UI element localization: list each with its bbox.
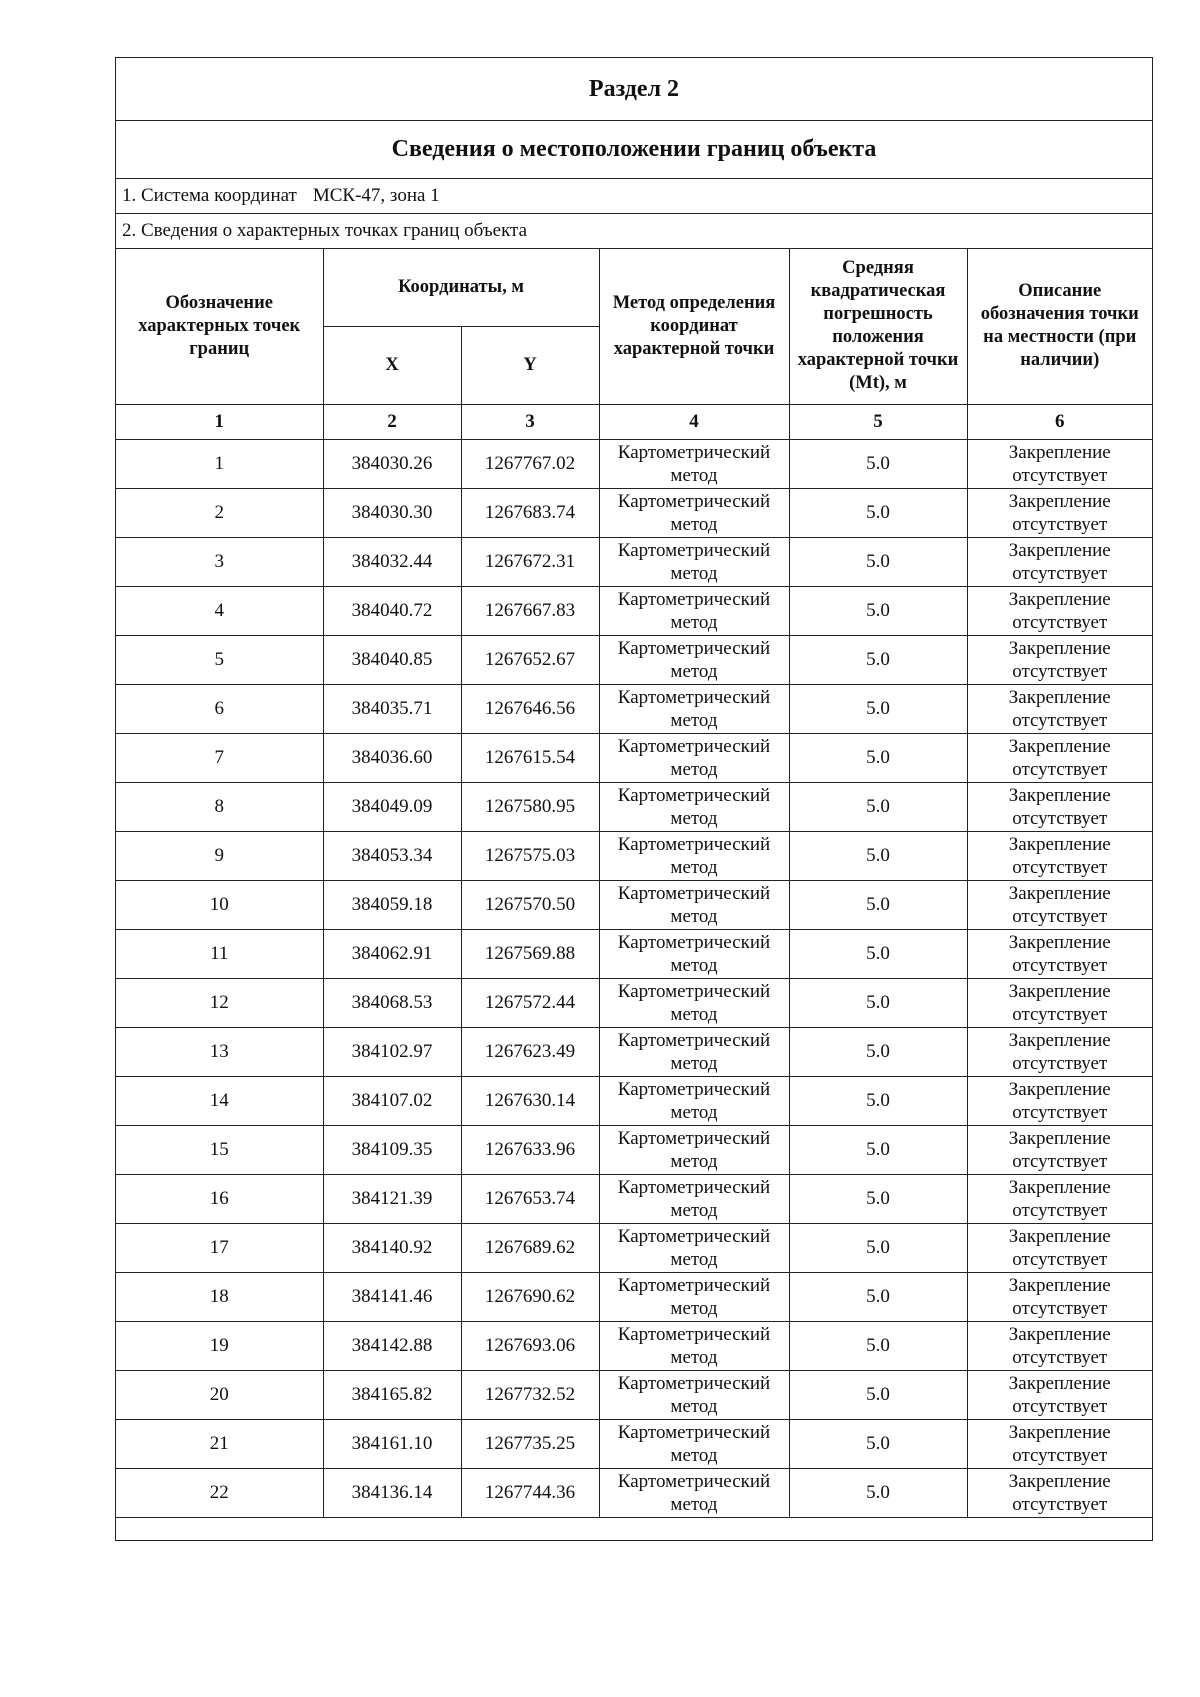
x-coordinate-cell: 384062.91 <box>323 929 461 978</box>
description-cell: Закрепление отсутствует <box>967 978 1152 1027</box>
method-cell: Картометрический метод <box>599 586 789 635</box>
table-row <box>116 1223 1152 1272</box>
x-coordinate-cell: 384040.85 <box>323 635 461 684</box>
description-cell: Закрепление отсутствует <box>967 1174 1152 1223</box>
description-cell: Закрепление отсутствует <box>967 1125 1152 1174</box>
point-number-cell: 12 <box>116 978 323 1027</box>
error-cell: 5.0 <box>789 537 967 586</box>
table-row <box>116 1321 1152 1370</box>
y-coordinate-cell: 1267570.50 <box>461 880 599 929</box>
error-cell: 5.0 <box>789 1125 967 1174</box>
header-coords: Координаты, м <box>323 248 599 326</box>
method-cell: Картометрический метод <box>599 880 789 929</box>
x-coordinate-cell: 384161.10 <box>323 1419 461 1468</box>
y-coordinate-cell: 1267623.49 <box>461 1027 599 1076</box>
description-cell: Закрепление отсутствует <box>967 1370 1152 1419</box>
description-cell: Закрепление отсутствует <box>967 1321 1152 1370</box>
method-cell: Картометрический метод <box>599 782 789 831</box>
description-cell: Закрепление отсутствует <box>967 929 1152 978</box>
x-coordinate-cell: 384136.14 <box>323 1468 461 1517</box>
point-number-cell: 11 <box>116 929 323 978</box>
point-number-cell: 5 <box>116 635 323 684</box>
column-number: 1 <box>116 404 323 439</box>
section-title: Раздел 2 <box>116 58 1152 121</box>
point-number-cell: 1 <box>116 439 323 488</box>
column-number: 6 <box>967 404 1152 439</box>
table-row <box>116 880 1152 929</box>
y-coordinate-cell: 1267689.62 <box>461 1223 599 1272</box>
error-cell: 5.0 <box>789 1174 967 1223</box>
x-coordinate-cell: 384102.97 <box>323 1027 461 1076</box>
point-number-cell: 22 <box>116 1468 323 1517</box>
method-cell: Картометрический метод <box>599 831 789 880</box>
x-coordinate-cell: 384165.82 <box>323 1370 461 1419</box>
x-coordinate-cell: 384030.26 <box>323 439 461 488</box>
point-number-cell: 9 <box>116 831 323 880</box>
x-coordinate-cell: 384141.46 <box>323 1272 461 1321</box>
point-number-cell: 16 <box>116 1174 323 1223</box>
table-row <box>116 488 1152 537</box>
error-cell: 5.0 <box>789 733 967 782</box>
table-row <box>116 1468 1152 1517</box>
x-coordinate-cell: 384049.09 <box>323 782 461 831</box>
y-coordinate-cell: 1267575.03 <box>461 831 599 880</box>
method-cell: Картометрический метод <box>599 1272 789 1321</box>
error-cell: 5.0 <box>789 782 967 831</box>
description-cell: Закрепление отсутствует <box>967 1272 1152 1321</box>
error-cell: 5.0 <box>789 929 967 978</box>
error-cell: 5.0 <box>789 488 967 537</box>
y-coordinate-cell: 1267690.62 <box>461 1272 599 1321</box>
point-number-cell: 14 <box>116 1076 323 1125</box>
column-number: 5 <box>789 404 967 439</box>
table-row <box>116 1174 1152 1223</box>
description-cell: Закрепление отсутствует <box>967 831 1152 880</box>
header-row-top <box>116 248 1152 326</box>
point-number-cell: 6 <box>116 684 323 733</box>
y-coordinate-cell: 1267646.56 <box>461 684 599 733</box>
y-coordinate-cell: 1267580.95 <box>461 782 599 831</box>
coord-system-value: МСК-47, зона 1 <box>312 185 440 206</box>
x-coordinate-cell: 384109.35 <box>323 1125 461 1174</box>
method-cell: Картометрический метод <box>599 1174 789 1223</box>
column-number: 3 <box>461 404 599 439</box>
y-coordinate-cell: 1267630.14 <box>461 1076 599 1125</box>
error-cell: 5.0 <box>789 1419 967 1468</box>
y-coordinate-cell: 1267693.06 <box>461 1321 599 1370</box>
y-coordinate-cell: 1267633.96 <box>461 1125 599 1174</box>
method-cell: Картометрический метод <box>599 635 789 684</box>
section-subtitle: Сведения о местоположении границ объекта <box>116 121 1152 179</box>
points-table-body <box>116 439 1152 1517</box>
method-cell: Картометрический метод <box>599 1419 789 1468</box>
y-coordinate-cell: 1267653.74 <box>461 1174 599 1223</box>
y-coordinate-cell: 1267652.67 <box>461 635 599 684</box>
error-cell: 5.0 <box>789 1076 967 1125</box>
error-cell: 5.0 <box>789 1370 967 1419</box>
method-cell: Картометрический метод <box>599 439 789 488</box>
header-description: Описание обозначения точки на местности (при наличии) <box>967 248 1152 404</box>
method-cell: Картометрический метод <box>599 537 789 586</box>
point-number-cell: 18 <box>116 1272 323 1321</box>
method-cell: Картометрический метод <box>599 1370 789 1419</box>
header-designation: Обозначение характерных точек границ <box>116 248 323 404</box>
description-cell: Закрепление отсутствует <box>967 586 1152 635</box>
y-coordinate-cell: 1267767.02 <box>461 439 599 488</box>
column-number: 4 <box>599 404 789 439</box>
error-cell: 5.0 <box>789 635 967 684</box>
method-cell: Картометрический метод <box>599 1321 789 1370</box>
error-cell: 5.0 <box>789 1321 967 1370</box>
error-cell: 5.0 <box>789 1272 967 1321</box>
header-y: Y <box>461 326 599 404</box>
y-coordinate-cell: 1267744.36 <box>461 1468 599 1517</box>
table-row <box>116 733 1152 782</box>
table-row <box>116 439 1152 488</box>
x-coordinate-cell: 384142.88 <box>323 1321 461 1370</box>
description-cell: Закрепление отсутствует <box>967 488 1152 537</box>
error-cell: 5.0 <box>789 586 967 635</box>
error-cell: 5.0 <box>789 1468 967 1517</box>
method-cell: Картометрический метод <box>599 1076 789 1125</box>
table-row <box>116 782 1152 831</box>
x-coordinate-cell: 384140.92 <box>323 1223 461 1272</box>
table-row <box>116 1027 1152 1076</box>
method-cell: Картометрический метод <box>599 684 789 733</box>
x-coordinate-cell: 384059.18 <box>323 880 461 929</box>
x-coordinate-cell: 384032.44 <box>323 537 461 586</box>
table-row <box>116 1272 1152 1321</box>
points-label: 2. Сведения о характерных точках границ объекта <box>122 220 528 241</box>
description-cell: Закрепление отсутствует <box>967 782 1152 831</box>
x-coordinate-cell: 384053.34 <box>323 831 461 880</box>
point-number-cell: 7 <box>116 733 323 782</box>
point-number-cell: 2 <box>116 488 323 537</box>
y-coordinate-cell: 1267572.44 <box>461 978 599 1027</box>
points-table <box>116 248 1152 1518</box>
method-cell: Картометрический метод <box>599 1223 789 1272</box>
description-cell: Закрепление отсутствует <box>967 635 1152 684</box>
description-cell: Закрепление отсутствует <box>967 1027 1152 1076</box>
y-coordinate-cell: 1267615.54 <box>461 733 599 782</box>
x-coordinate-cell: 384121.39 <box>323 1174 461 1223</box>
method-cell: Картометрический метод <box>599 1027 789 1076</box>
x-coordinate-cell: 384107.02 <box>323 1076 461 1125</box>
method-cell: Картометрический метод <box>599 733 789 782</box>
y-coordinate-cell: 1267672.31 <box>461 537 599 586</box>
column-number: 2 <box>323 404 461 439</box>
error-cell: 5.0 <box>789 1027 967 1076</box>
point-number-cell: 17 <box>116 1223 323 1272</box>
point-number-cell: 21 <box>116 1419 323 1468</box>
table-row <box>116 831 1152 880</box>
error-cell: 5.0 <box>789 880 967 929</box>
point-number-cell: 4 <box>116 586 323 635</box>
x-coordinate-cell: 384036.60 <box>323 733 461 782</box>
table-row <box>116 537 1152 586</box>
method-cell: Картометрический метод <box>599 1468 789 1517</box>
method-cell: Картометрический метод <box>599 978 789 1027</box>
table-row <box>116 684 1152 733</box>
method-cell: Картометрический метод <box>599 1125 789 1174</box>
document-sheet <box>115 57 1153 1541</box>
table-row <box>116 1076 1152 1125</box>
table-row <box>116 1419 1152 1468</box>
table-row <box>116 978 1152 1027</box>
point-number-cell: 13 <box>116 1027 323 1076</box>
point-number-cell: 10 <box>116 880 323 929</box>
description-cell: Закрепление отсутствует <box>967 733 1152 782</box>
error-cell: 5.0 <box>789 439 967 488</box>
table-row <box>116 586 1152 635</box>
point-number-cell: 19 <box>116 1321 323 1370</box>
point-number-cell: 8 <box>116 782 323 831</box>
description-cell: Закрепление отсутствует <box>967 1223 1152 1272</box>
error-cell: 5.0 <box>789 1223 967 1272</box>
table-row <box>116 1370 1152 1419</box>
header-method: Метод определения координат характерной точки <box>599 248 789 404</box>
error-cell: 5.0 <box>789 978 967 1027</box>
y-coordinate-cell: 1267732.52 <box>461 1370 599 1419</box>
method-cell: Картометрический метод <box>599 929 789 978</box>
description-cell: Закрепление отсутствует <box>967 1076 1152 1125</box>
table-row <box>116 929 1152 978</box>
header-x: X <box>323 326 461 404</box>
x-coordinate-cell: 384030.30 <box>323 488 461 537</box>
table-footer-row <box>116 1518 1152 1540</box>
table-row <box>116 1125 1152 1174</box>
points-label-line <box>116 214 1152 249</box>
description-cell: Закрепление отсутствует <box>967 439 1152 488</box>
header-error: Средняя квадратическая погрешность положения характерной точки (Mt), м <box>789 248 967 404</box>
description-cell: Закрепление отсутствует <box>967 684 1152 733</box>
table-row <box>116 635 1152 684</box>
method-cell: Картометрический метод <box>599 488 789 537</box>
point-number-cell: 15 <box>116 1125 323 1174</box>
error-cell: 5.0 <box>789 684 967 733</box>
x-coordinate-cell: 384068.53 <box>323 978 461 1027</box>
y-coordinate-cell: 1267667.83 <box>461 586 599 635</box>
coord-system-line <box>116 179 1152 214</box>
point-number-cell: 20 <box>116 1370 323 1419</box>
y-coordinate-cell: 1267735.25 <box>461 1419 599 1468</box>
y-coordinate-cell: 1267569.88 <box>461 929 599 978</box>
x-coordinate-cell: 384040.72 <box>323 586 461 635</box>
column-number-row <box>116 404 1152 439</box>
error-cell: 5.0 <box>789 831 967 880</box>
x-coordinate-cell: 384035.71 <box>323 684 461 733</box>
description-cell: Закрепление отсутствует <box>967 1468 1152 1517</box>
point-number-cell: 3 <box>116 537 323 586</box>
description-cell: Закрепление отсутствует <box>967 880 1152 929</box>
description-cell: Закрепление отсутствует <box>967 1419 1152 1468</box>
description-cell: Закрепление отсутствует <box>967 537 1152 586</box>
coord-system-label: 1. Система координат <box>122 185 297 206</box>
y-coordinate-cell: 1267683.74 <box>461 488 599 537</box>
